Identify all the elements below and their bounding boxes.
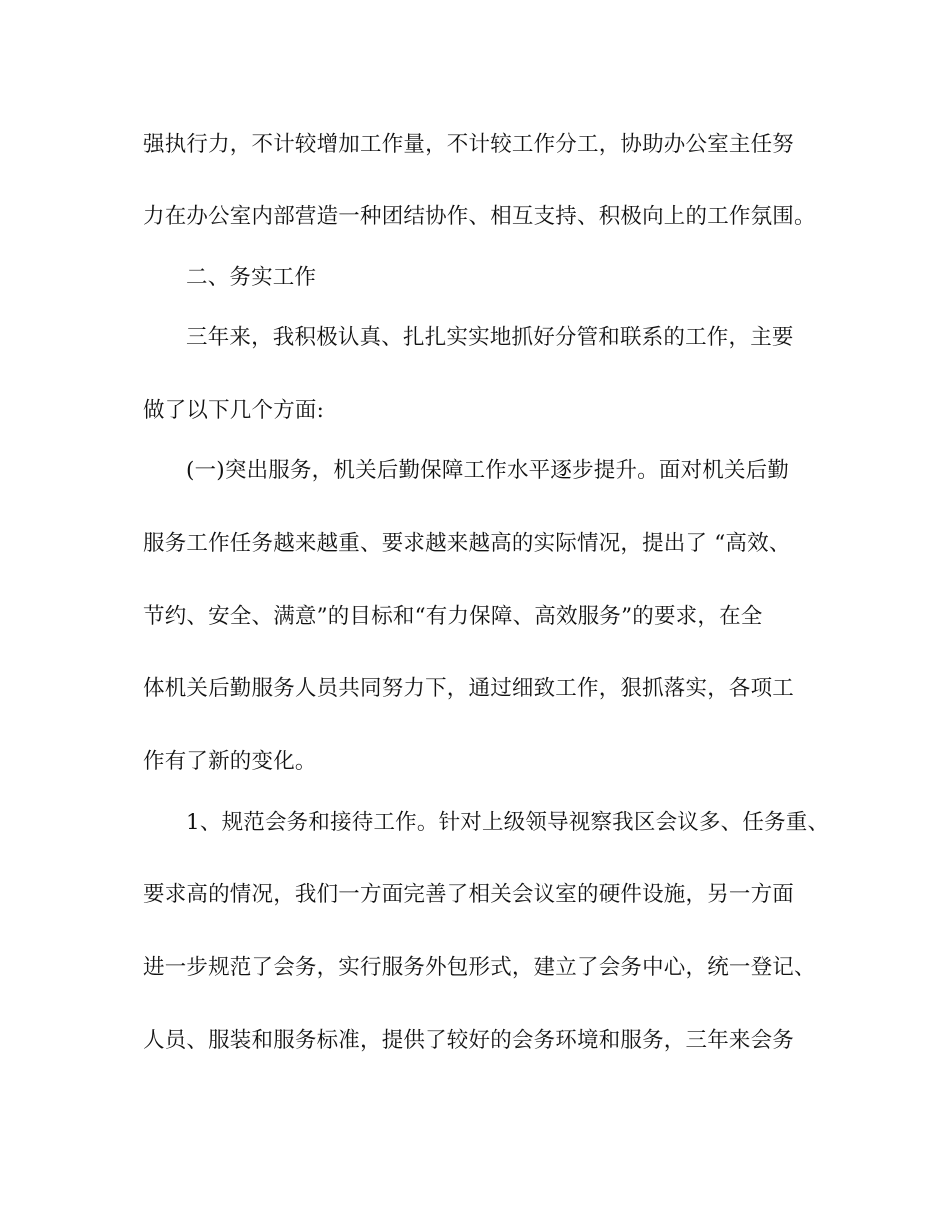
numbered-item-line: 1、规范会务和接待工作。针对上级领导视察我区会议多、任务重、 — [186, 810, 830, 835]
body-text-line: 体机关后勤服务人员共同努力下，通过细致工作，狠抓落实，各项工 — [143, 676, 795, 701]
body-text-line: 作有了新的变化。 — [143, 749, 317, 774]
subsection-heading-line: (一)突出服务，机关后勤保障工作水平逐步提升。面对机关后勤 — [186, 458, 790, 483]
body-text-line: 做了以下几个方面: — [143, 398, 325, 423]
body-text-line: 强执行力，不计较增加工作量，不计较工作分工，协助办公室主任努 — [143, 132, 795, 157]
body-text-line: 要求高的情况，我们一方面完善了相关会议室的硬件设施，另一方面 — [143, 882, 795, 907]
body-text-line: 服务工作任务越来越重、要求越来越高的实际情况，提出了 “高效、 — [143, 531, 791, 556]
body-text-line: 节约、安全、满意”的目标和“有力保障、高效服务”的要求，在全 — [143, 604, 763, 629]
body-text-line: 人员、服装和服务标准，提供了较好的会务环境和服务，三年来会务 — [143, 1028, 795, 1053]
body-text-line: 进一步规范了会务，实行服务外包形式，建立了会务中心，统一登记、 — [143, 955, 816, 980]
section-heading: 二、务实工作 — [186, 265, 317, 290]
body-text-line: 三年来，我积极认真、扎扎实实地抓好分管和联系的工作，主要 — [186, 325, 794, 350]
body-text-line: 力在办公室内部营造一种团结协作、相互支持、积极向上的工作氛围。 — [143, 204, 816, 229]
